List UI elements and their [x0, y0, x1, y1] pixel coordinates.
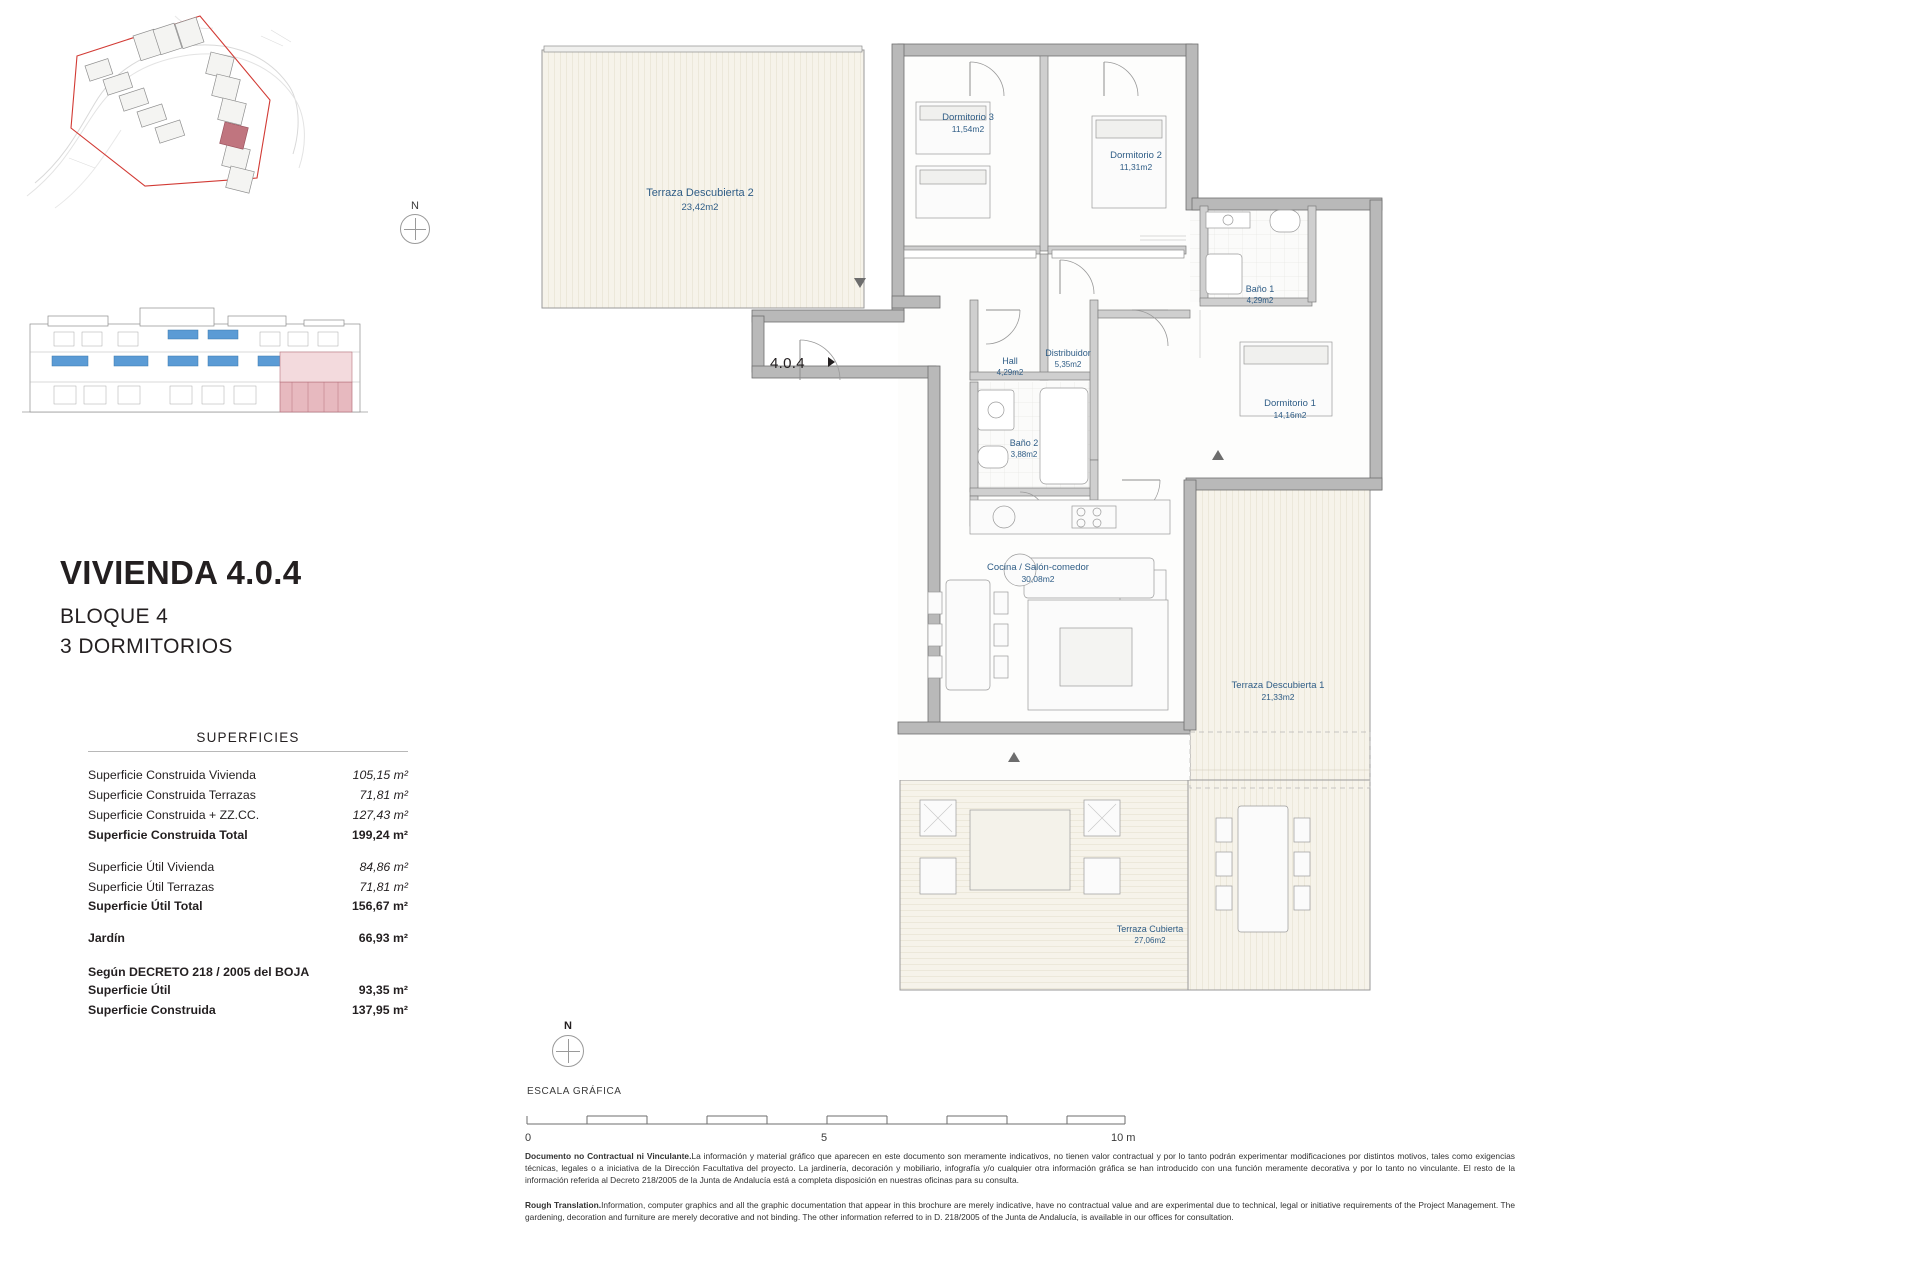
table-row — [88, 878, 408, 898]
room-label: Cocina / Salón-comedor — [987, 562, 1089, 573]
north-label: N — [564, 1020, 572, 1032]
row-label: Superficie Construida Terrazas — [88, 787, 256, 802]
bedrooms-label: 3 DORMITORIOS — [60, 635, 233, 659]
north-indicator-scale — [545, 1020, 591, 1067]
row-value: 156,67 m² — [351, 899, 408, 914]
table-row — [88, 806, 408, 826]
row-label: Jardín — [88, 931, 125, 946]
row-label: Superficie Útil Total — [88, 899, 203, 914]
row-value: 137,95 m² — [351, 1003, 408, 1018]
room-label: Hall — [1002, 356, 1018, 366]
compass-icon — [400, 214, 430, 244]
row-value: 84,86 m² — [359, 859, 408, 874]
room-label: Dormitorio 2 — [1110, 150, 1162, 161]
table-row — [88, 858, 408, 878]
scale-tick: 0 — [525, 1132, 532, 1144]
room-label: Terraza Descubierta 2 — [646, 187, 754, 199]
room-area: 3,88m2 — [1010, 450, 1038, 459]
row-value: 71,81 m² — [359, 787, 408, 802]
legal-es-heading: Documento no Contractual ni Vinculante. — [525, 1151, 692, 1161]
title-block — [60, 555, 380, 659]
row-value: 66,93 m² — [358, 931, 408, 946]
divider — [88, 751, 408, 752]
site-plan — [25, 8, 315, 213]
table-row — [88, 897, 408, 917]
legal-paragraph-en — [525, 1199, 1515, 1223]
building-elevation — [18, 290, 373, 420]
room-label: Dormitorio 1 — [1264, 398, 1316, 409]
room-area: 21,33m2 — [1261, 692, 1295, 702]
room-area: 30,08m2 — [1021, 574, 1055, 584]
row-label: Superficie Útil Terrazas — [88, 879, 215, 894]
unit-tag: 4.0.4 — [770, 355, 805, 372]
row-value: 127,43 m² — [352, 807, 408, 822]
site-plan-highlight — [220, 122, 249, 149]
compass-icon — [552, 1035, 584, 1067]
room-label: Terraza Descubierta 1 — [1231, 680, 1325, 691]
surfaces-heading: SUPERFICIES — [196, 730, 300, 745]
legal-es-body: La información y material gráfico que aparecen en este documento son meramente indicativos, no tienen valor contractual y por lo tanto podrán experimentar modificaciones por distintos motivos, tales como exigencias técnicas, legales o a iniciativa de la Dirección Facultativa del proyecto. La jardinería, decoración y mobiliario, infografía y/o cualquier otra información gráfica se han introducido con una función meramente decorativa y por lo tanto no vinculante. El resto de la información referida al Decreto 218/2005 de la Junta de Andalucía está a completa disposición en nuestras oficinas para su consulta. — [525, 1151, 1515, 1186]
row-value: 93,35 m² — [358, 983, 408, 998]
room-label: Baño 1 — [1245, 284, 1275, 294]
table-row — [88, 766, 408, 786]
unit-tag-arrow-icon — [828, 357, 835, 367]
room-label: Dormitorio 3 — [942, 112, 994, 123]
north-indicator-top — [395, 200, 435, 256]
table-row — [88, 929, 408, 949]
surfaces-table — [88, 730, 408, 1021]
legal-disclaimer — [525, 1150, 1515, 1223]
room-area: 14,16m2 — [1273, 410, 1307, 420]
room-area: 4,29m2 — [1246, 296, 1274, 305]
legal-en-heading: Rough Translation. — [525, 1199, 602, 1210]
table-row — [88, 981, 408, 1001]
page-title: VIVIENDA 4.0.4 — [60, 554, 302, 591]
scale-tick: 5 — [821, 1132, 828, 1144]
room-label: Terraza Cubierta — [1116, 924, 1184, 934]
scale-tick: 10 m — [1111, 1132, 1136, 1144]
row-value: 105,15 m² — [352, 768, 408, 782]
row-label: Superficie Construida + ZZ.CC. — [88, 807, 260, 822]
room-area: 5,35m2 — [1054, 360, 1082, 369]
floor-plan — [500, 10, 1900, 1130]
room-area: 27,06m2 — [1134, 936, 1166, 945]
row-label: Superficie Construida Vivienda — [88, 768, 256, 782]
scale-bar — [525, 1106, 1135, 1132]
room-label: Distribuidor — [1045, 348, 1091, 358]
row-label: Superficie Útil — [88, 983, 171, 998]
elevation-highlight — [280, 352, 352, 412]
room-area: 23,42m2 — [681, 202, 719, 213]
decreto-heading: Según DECRETO 218 / 2005 del BOJA — [88, 965, 310, 980]
room-label: Baño 2 — [1009, 438, 1039, 448]
table-row — [88, 786, 408, 806]
row-value: 71,81 m² — [359, 879, 408, 894]
row-label: Superficie Construida Total — [88, 827, 248, 842]
north-label: N — [411, 200, 419, 212]
room-area: 11,31m2 — [1119, 162, 1153, 172]
row-value: 199,24 m² — [351, 827, 408, 842]
row-label: Superficie Construida — [88, 1003, 216, 1018]
table-row — [88, 826, 408, 846]
legal-en-body: Information, computer graphics and all the graphic documentation that appear in this brochure are merely indicative, have no contractual value and are experimental due to technical, legal or initiative requirements of the Project Management. The gardening, decoration and furniture are merely decorative and not binding. The other information referred to in D. 218/2005 of the Junta de Andalucía, is available in our offices for consultation. — [525, 1199, 1515, 1222]
table-row — [88, 1001, 408, 1021]
room-area: 11,54m2 — [951, 124, 985, 134]
room-area: 4,29m2 — [996, 368, 1024, 377]
row-label: Superficie Útil Vivienda — [88, 859, 215, 874]
legal-paragraph-es — [525, 1150, 1515, 1187]
block-label: BLOQUE 4 — [60, 605, 169, 629]
scale-title: ESCALA GRÁFICA — [527, 1086, 622, 1097]
